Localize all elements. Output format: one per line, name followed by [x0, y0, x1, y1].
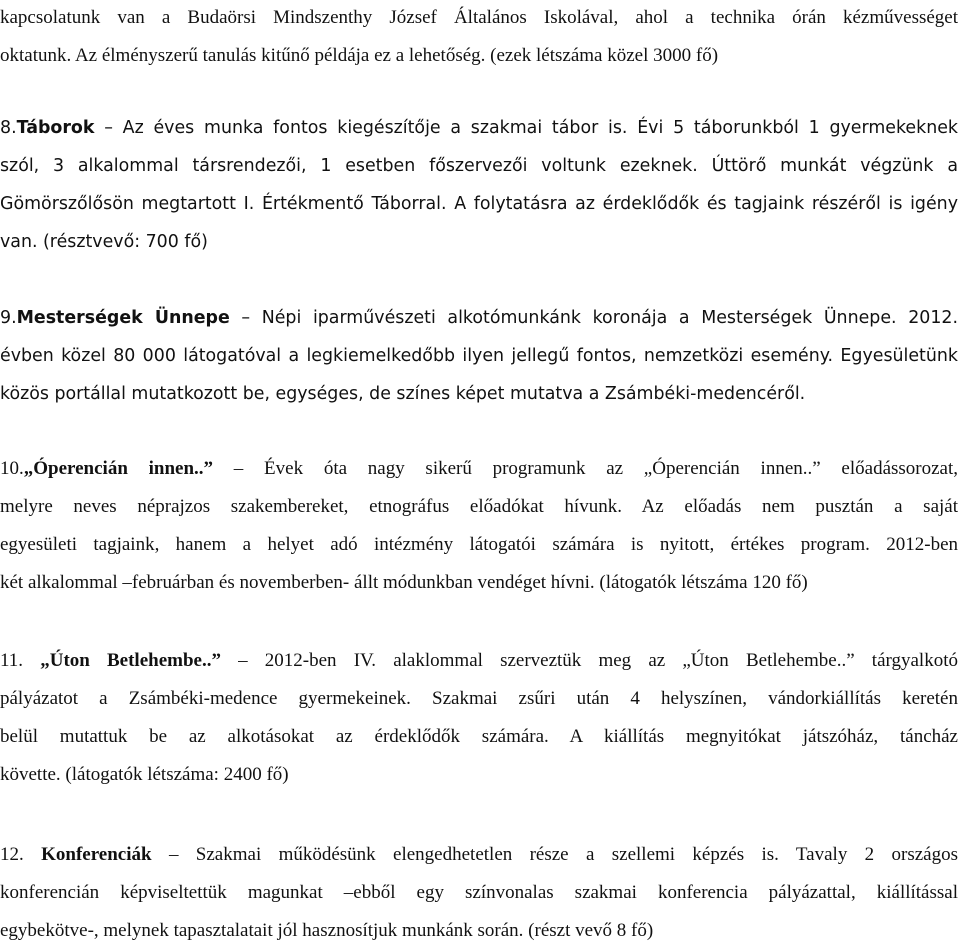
paragraph-7-continuation — [0, 0, 960, 75]
text-line: oktatunk. Az élményszerű tanulás kitűnő példája ez a lehetőség. (ezek létszáma közel 3000 fő) — [0, 45, 719, 66]
text-line: pályázatot a Zsámbéki-medence gyermekeinek. Szakmai zsűri után 4 helyszínen, vándorkiállítás keretén — [0, 688, 958, 709]
paragraph-9-mestersegek — [0, 299, 960, 413]
text-line: van. (résztvevő: 700 fő) — [0, 232, 208, 252]
text-line: évben közel 80 000 látogatóval a legkiemelkedőbb ilyen jellegű fontos, nemzetközi esemény. Egyesületünk — [0, 346, 958, 366]
text-line: egyesületi tagjaink, hanem a helyet adó intézmény látogatói számára is nyitott, értékes program. 2012-ben — [0, 534, 958, 555]
item-number: 10. — [0, 458, 24, 479]
text-line — [0, 109, 960, 147]
text-line: közös portállal mutatkozott be, egységes, de színes képet mutatva a Zsámbéki-medencéről. — [0, 384, 806, 404]
paragraph-10-operencian — [0, 450, 960, 602]
text-line: melyre neves néprajzos szakembereket, etnográfus előadókat hívunk. Az előadás nem pusztán a saját — [0, 496, 958, 517]
text-fragment: – Az éves munka fontos kiegészítője a szakmai tábor is. Évi 5 táborunkból 1 gyermekeknek — [94, 118, 958, 138]
text-line: konferencián képviseltettük magunkat –ebből egy színvonalas szakmai konferencia pályázattal, kiállítással — [0, 882, 958, 903]
paragraph-8-taborok — [0, 109, 960, 261]
item-number: 9. — [0, 308, 17, 328]
paragraph-11-uton-betlehembe — [0, 642, 960, 794]
text-fragment: – Népi iparművészeti alkotómunkánk koronája a Mesterségek Ünnepe. 2012. — [229, 308, 958, 328]
text-line: egybekötve-, melynek tapasztalatait jól hasznosítjuk munkánk során. (részt vevő 8 fő) — [0, 920, 654, 941]
text-line — [0, 836, 960, 874]
text-line: szól, 3 alkalommal társrendezői, 1 esetben főszervezői voltunk ezeknek. Úttörő munkát végzünk a — [0, 156, 958, 176]
item-title: „Óperencián innen..” — [23, 458, 214, 479]
item-title: „Úton Betlehembe..” — [40, 650, 221, 671]
text-fragment: – Évek óta nagy sikerű programunk az „Óperencián innen..” előadássorozat, — [213, 458, 959, 479]
item-title: Táborok — [16, 118, 95, 138]
text-line: Gömörszőlősön megtartott I. Értékmentő Táborral. A folytatásra az érdeklődők és tagjaink részéről is igény — [0, 194, 958, 214]
text-line: követte. (látogatók létszáma: 2400 fő) — [0, 764, 289, 785]
text-line: belül mutattuk be az alkotásokat az érdeklődők számára. A kiállítás megnyitókat játszóház, táncház — [0, 726, 958, 747]
item-title: Konferenciák — [41, 844, 152, 865]
text-line — [0, 642, 960, 680]
text-fragment: – 2012-ben IV. alaklommal szerveztük meg az „Úton Betlehembe..” tárgyalkotó — [220, 650, 958, 671]
text-line — [0, 299, 960, 337]
item-number: 11. — [0, 650, 41, 671]
item-number: 8. — [0, 118, 17, 138]
text-line — [0, 450, 960, 488]
item-number: 12. — [0, 844, 42, 865]
paragraph-12-konferenciak — [0, 836, 960, 950]
text-fragment: – Szakmai működésünk elengedhetetlen része a szellemi képzés is. Tavaly 2 országos — [151, 844, 959, 865]
text-line: két alkalommal –februárban és novemberben- állt módunkban vendéget hívni. (látogatók létszáma 120 fő) — [0, 572, 808, 593]
text-line: kapcsolatunk van a Budaörsi Mindszenthy József Általános Iskolával, ahol a technika órán kézművességet — [0, 7, 958, 28]
item-title: Mesterségek Ünnepe — [16, 308, 230, 328]
